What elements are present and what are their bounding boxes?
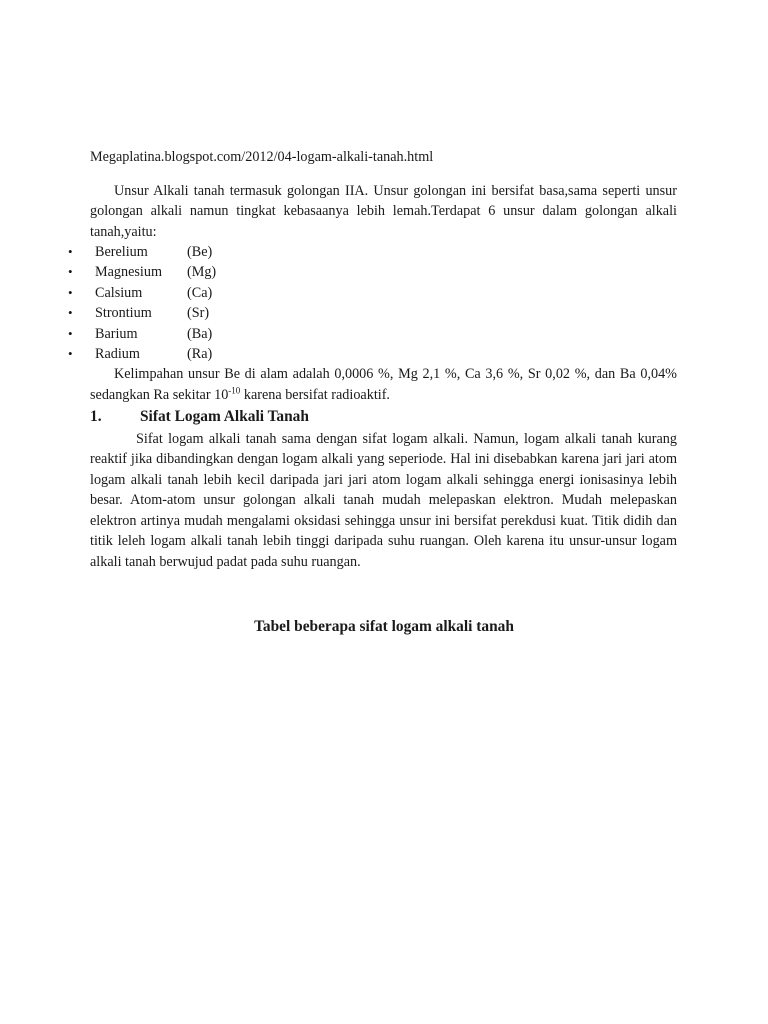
abundance-text-end: karena bersifat radioaktif. [240, 386, 390, 403]
list-item [68, 283, 677, 303]
bullet-icon: • [68, 284, 73, 300]
element-name: Strontium [95, 305, 152, 322]
section-paragraph: Sifat logam alkali tanah sama dengan sifat logam alkali. Namun, logam alkali tanah kurang reaktif jika dibandingkan dengan logam alkali yang seperiode. Hal ini disebabkan karena jari jari atom logam alkali tanah lebih kecil daripada jari jari atom logam alkali sehingga energi ionisasinya lebih besar. Atom-atom unsur golongan alkali tanah mudah melepaskan elektron. Mudah melepaskan elektron artinya mudah mengalami oksidasi sehingga unsur ini bersifat perekdusi kuat. Titik didih dan titik leleh logam alkali tanah lebih tinggi daripada suhu ruangan. Oleh karena itu unsur-unsur logam alkali tanah berwujud padat pada suhu ruangan. [90, 430, 677, 570]
section-title: Sifat Logam Alkali Tanah [140, 408, 309, 426]
section-number: 1. [90, 408, 102, 426]
element-symbol: (Ca) [187, 284, 213, 301]
element-name: Calsium [95, 284, 143, 301]
element-name: Berelium [95, 244, 148, 260]
element-symbol: (Ba) [187, 325, 213, 342]
list-item [68, 344, 677, 364]
element-symbol: (Be) [187, 244, 213, 260]
element-symbol: (Mg) [187, 264, 217, 281]
list-item [68, 262, 677, 282]
element-list [68, 242, 677, 364]
list-item [68, 324, 677, 344]
element-name: Radium [95, 345, 140, 362]
element-symbol: (Ra) [187, 345, 213, 362]
document-body [68, 147, 677, 572]
bullet-icon: • [68, 264, 73, 280]
intro-paragraph: Unsur Alkali tanah termasuk golongan IIA. Unsur golongan ini bersifat basa,sama seperti unsur golongan alkali namun tingkat kebasaanya lebih lemah.Terdapat 6 unsur dalam golongan alkali tanah,yaitu: [90, 182, 677, 240]
list-item [68, 242, 677, 262]
section-heading [90, 407, 677, 428]
element-symbol: (Sr) [187, 305, 210, 322]
list-item [68, 303, 677, 323]
table-title: Tabel beberapa sifat logam alkali tanah [254, 618, 514, 635]
bullet-icon: • [68, 345, 73, 361]
element-name: Barium [95, 325, 138, 342]
abundance-paragraph [90, 364, 677, 405]
bullet-icon: • [68, 244, 73, 259]
source-url: Megaplatina.blogspot.com/2012/04-logam-alkali-tanah.html [90, 149, 434, 165]
bullet-icon: • [68, 305, 73, 321]
abundance-exponent: -10 [228, 385, 241, 396]
bullet-icon: • [68, 325, 73, 341]
abundance-text: Kelimpahan unsur Be di alam adalah 0,0006 %, Mg 2,1 %, Ca 3,6 %, Sr 0,02 %, dan Ba 0,04% sedangkan Ra sekitar 10 [90, 366, 677, 403]
element-name: Magnesium [95, 264, 162, 281]
